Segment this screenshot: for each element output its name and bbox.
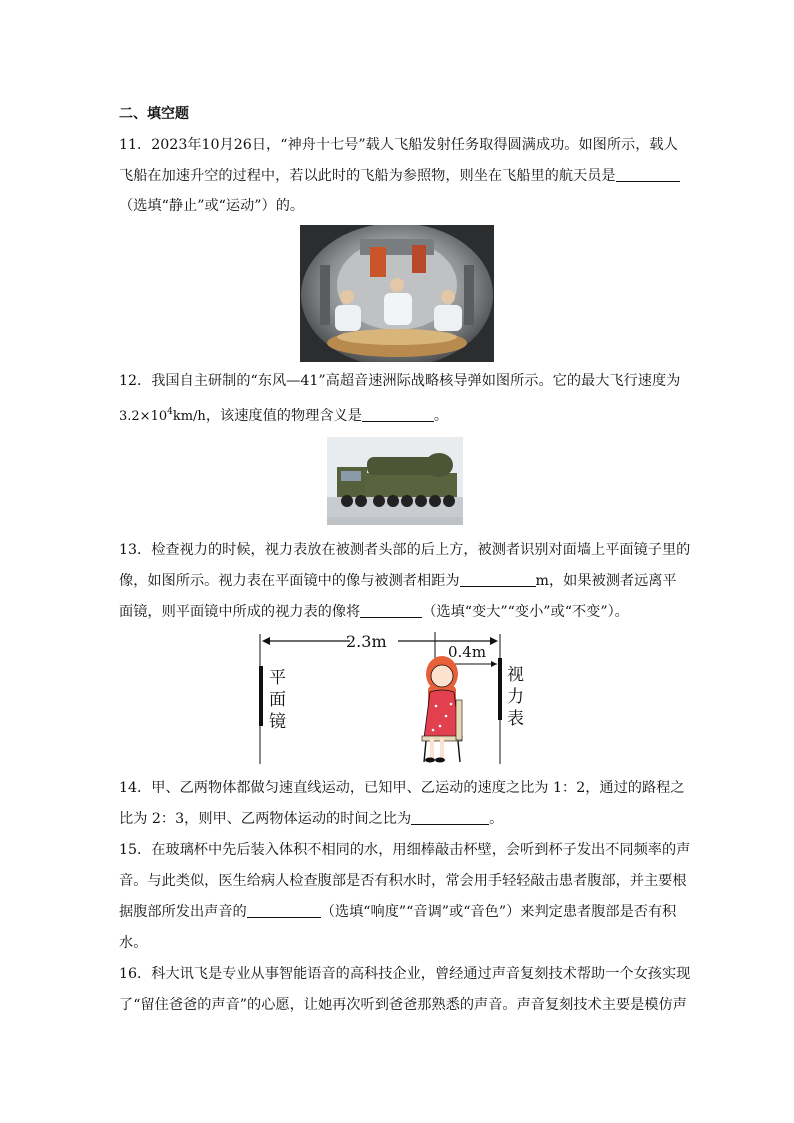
q13-distance-blank[interactable] — [460, 572, 536, 587]
chart-label-3: 表 — [507, 709, 524, 729]
q12-speed-value: $3.2\times 10^4km/h$ — [119, 407, 206, 424]
mirror-bar — [259, 666, 263, 726]
q15-line1: 15．在玻璃杯中先后装入体积不相同的水，用细棒敲击杯壁，会听到杯子发出不同频率的声 — [119, 842, 691, 858]
q11-line1: 11．2023年10月26日，“神舟十七号”载人飞船发射任务取得圆满成功。如图所示，载人 — [119, 137, 678, 153]
mirror-label-1: 平 — [269, 668, 286, 688]
mirror-label-2: 面 — [269, 690, 286, 710]
mirror-label-3: 镜 — [269, 712, 286, 732]
q13-line1: 13．检查视力的时候，视力表放在被测者头部的后上方，被测者识别对面墙上平面镜子里的 — [119, 542, 691, 558]
q13-image-blank[interactable] — [360, 603, 422, 618]
q11-line2 — [119, 166, 680, 186]
distance-label-total: 2.3m — [346, 632, 387, 651]
q15-line4: 水。 — [119, 935, 148, 951]
q15-line3: 据腹部所发出声音的 （选填“响度”“音调”或“音色”）来判定患者腹部是否有积 — [119, 904, 677, 920]
distance-label-short: 0.4m — [448, 643, 487, 661]
q11-answer-blank[interactable] — [616, 167, 680, 182]
q14-line1: 14．甲、乙两物体都做匀速直线运动，已知甲、乙运动的速度之比为 1：2，通过的路程之 — [119, 780, 685, 796]
q12-line1: 12．我国自主研制的“东风—41”高超音速洲际战略核导弹如图所示。它的最大飞行速度为 — [119, 373, 681, 389]
eye-test-diagram — [250, 628, 550, 768]
q13-line2: 像，如图所示。视力表在平面镜中的像与被测者相距为 m，如果被测者远离平 — [119, 573, 677, 589]
q15-answer-blank[interactable] — [247, 903, 321, 918]
chart-label-2: 力 — [507, 687, 524, 707]
spacecraft-photo — [300, 225, 494, 362]
q13-line3: 面镜，则平面镜中所成的视力表的像将 （选填“变大”“变小”或“不变”）。 — [119, 604, 629, 620]
q12-answer-blank[interactable] — [362, 407, 434, 422]
seated-person — [422, 656, 462, 763]
q15-line2: 音。与此类似，医生给病人检查腹部是否有积水时，常会用手轻轻敲击患者腹部，并主要根 — [119, 873, 687, 889]
q14-line2: 比为 2：3，则甲、乙两物体运动的时间之比为 。 — [119, 811, 504, 827]
q11-line3: （选填“静止”或“运动”）的。 — [119, 198, 305, 214]
q16-line2: 了“留住爸爸的声音”的心愿，让她再次听到爸爸那熟悉的声音。声音复刻技术主要是模仿声 — [119, 997, 687, 1013]
chart-bar — [498, 658, 502, 720]
missile-vehicle-photo — [327, 437, 463, 525]
q16-line1: 16．科大讯飞是专业从事智能语音的高科技企业，曾经通过声音复刻技术帮助一个女孩实现 — [119, 966, 691, 982]
q11-text: 飞船在加速升空的过程中，若以此时的飞船为参照物，则坐在飞船里的航天员是 — [119, 168, 616, 184]
q12-line2: $3.2\times 10^4km/h$，该速度值的物理含义是 。 — [119, 407, 449, 424]
chart-label-1: 视 — [507, 665, 524, 685]
section-title: 二、填空题 — [119, 106, 189, 122]
q14-answer-blank[interactable] — [411, 810, 489, 825]
